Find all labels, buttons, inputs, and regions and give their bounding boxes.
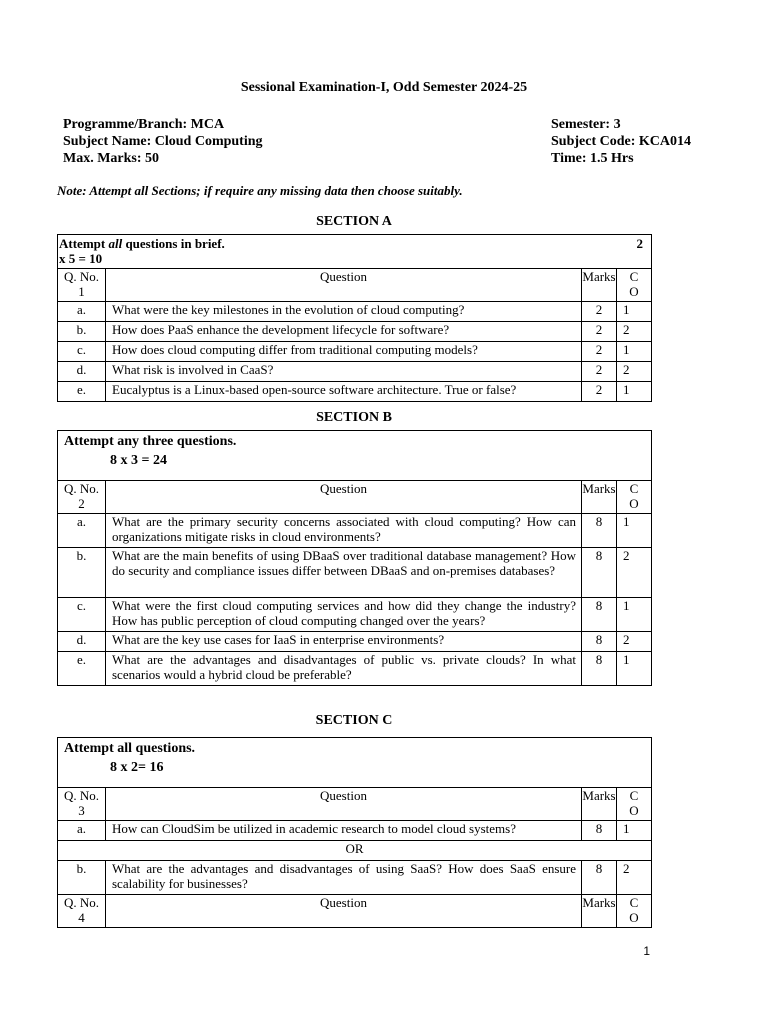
page-number: 1 (643, 944, 650, 958)
marks-header: Marks (582, 788, 617, 821)
co-cell: 1 (617, 302, 652, 322)
co-cell: 1 (617, 598, 652, 632)
qno-header: Q. No. 2 (58, 481, 106, 514)
co-header: C O (617, 481, 652, 514)
question-text: How can CloudSim be utilized in academic research to model cloud systems? (106, 821, 582, 841)
question-text: What are the primary security concerns associated with cloud computing? How can organizations mitigate risks in cloud environments? (106, 514, 582, 548)
question-header: Question (106, 481, 582, 514)
header-right (551, 116, 691, 167)
section-a-instruction-row (58, 235, 652, 269)
section-a-table (57, 234, 652, 402)
row-id: a. (58, 514, 106, 548)
row-id: e. (58, 652, 106, 686)
semester: Semester: 3 (551, 117, 621, 132)
question-text: What are the main benefits of using DBaaS over traditional database management? How do security and compliance issues differ between DBaaS and on-premises databases? (106, 548, 582, 598)
table-row (58, 652, 652, 686)
question-text: What risk is involved in CaaS? (106, 362, 582, 382)
marks-header: Marks (582, 895, 617, 928)
question-header: Question (106, 269, 582, 302)
question-text: Eucalyptus is a Linux-based open-source software architecture. True or false? (106, 382, 582, 402)
marks-cell: 8 (582, 514, 617, 548)
subject-name: Subject Name: Cloud Computing (63, 134, 263, 149)
question-text: What are the advantages and disadvantages of using SaaS? How does SaaS ensure scalability for businesses? (106, 861, 582, 895)
question-text: How does cloud computing differ from traditional computing models? (106, 342, 582, 362)
marks-cell: 8 (582, 652, 617, 686)
co-cell: 1 (617, 652, 652, 686)
co-header: C O (617, 269, 652, 302)
question-header: Question (106, 895, 582, 928)
table-row (58, 362, 652, 382)
table-row (58, 548, 652, 598)
row-id: d. (58, 632, 106, 652)
question-text: What were the key milestones in the evolution of cloud computing? (106, 302, 582, 322)
marks-cell: 2 (582, 302, 617, 322)
or-row (58, 841, 652, 861)
question-header: Question (106, 788, 582, 821)
section-c-instruction: Attempt all questions. 8 x 2= 16 (58, 738, 652, 788)
marks-cell: 8 (582, 598, 617, 632)
question-text: What are the advantages and disadvantages of public vs. private clouds? In what scenarios would a hybrid cloud be preferable? (106, 652, 582, 686)
section-c-instruction-row (58, 738, 652, 788)
or-label: OR (58, 841, 652, 861)
co-header: C O (617, 788, 652, 821)
section-a-marks-total: x 5 = 10 (59, 251, 103, 266)
section-b-title: SECTION B (316, 410, 392, 425)
table-row (58, 342, 652, 362)
subject-code: Subject Code: KCA014 (551, 134, 691, 149)
marks-cell: 2 (582, 362, 617, 382)
co-cell: 2 (617, 362, 652, 382)
row-id: e. (58, 382, 106, 402)
programme-branch: Programme/Branch: MCA (63, 117, 225, 132)
question-text: What are the key use cases for IaaS in enterprise environments? (106, 632, 582, 652)
qno-header: Q. No. 3 (58, 788, 106, 821)
row-id: a. (58, 821, 106, 841)
co-cell: 1 (617, 821, 652, 841)
table-row (58, 382, 652, 402)
row-id: c. (58, 598, 106, 632)
section-a-instruction-emphasis: all (108, 236, 123, 251)
question-text: How does PaaS enhance the development lifecycle for software? (106, 322, 582, 342)
table-row (58, 302, 652, 322)
table-row (58, 322, 652, 342)
section-c-header-row (58, 788, 652, 821)
co-cell: 2 (617, 861, 652, 895)
section-b-header-row (58, 481, 652, 514)
question-text: What were the first cloud computing services and how did they change the industry? How has public perception of cloud computing changed over the years? (106, 598, 582, 632)
section-a-marks-factor: 2 (636, 236, 643, 251)
section-c-marks-total: 8 x 2= 16 (110, 760, 164, 775)
section-c-title: SECTION C (315, 713, 393, 728)
section-a-header-row (58, 269, 652, 302)
table-row (58, 514, 652, 548)
table-row (58, 821, 652, 841)
row-id: b. (58, 322, 106, 342)
exam-title: Sessional Examination-I, Odd Semester 2024-25 (240, 80, 528, 95)
marks-header: Marks (582, 481, 617, 514)
co-header: C O (617, 895, 652, 928)
row-id: d. (58, 362, 106, 382)
max-marks: Max. Marks: 50 (63, 151, 160, 166)
marks-cell: 8 (582, 861, 617, 895)
row-id: a. (58, 302, 106, 322)
header-left (63, 116, 263, 167)
section-b-instruction: Attempt any three questions. 8 x 3 = 24 (58, 431, 652, 481)
section-c-header-row-q4 (58, 895, 652, 928)
co-cell: 1 (617, 382, 652, 402)
marks-header: Marks (582, 269, 617, 302)
time: Time: 1.5 Hrs (551, 151, 634, 166)
table-row (58, 861, 652, 895)
marks-cell: 8 (582, 548, 617, 598)
marks-cell: 8 (582, 821, 617, 841)
co-cell: 2 (617, 632, 652, 652)
section-b-table (57, 430, 652, 686)
row-id: c. (58, 342, 106, 362)
section-a-instruction: Attempt all questions in brief. 2 x 5 = 10 (58, 235, 652, 269)
marks-cell: 8 (582, 632, 617, 652)
co-cell: 2 (617, 322, 652, 342)
co-cell: 2 (617, 548, 652, 598)
section-c-table (57, 737, 652, 928)
exam-note: Note: Attempt all Sections; if require any missing data then choose suitably. (57, 183, 463, 198)
section-b-marks-total: 8 x 3 = 24 (110, 453, 167, 468)
qno-header: Q. No. 4 (58, 895, 106, 928)
co-cell: 1 (617, 342, 652, 362)
marks-cell: 2 (582, 342, 617, 362)
co-cell: 1 (617, 514, 652, 548)
qno-header: Q. No. 1 (58, 269, 106, 302)
row-id: b. (58, 548, 106, 598)
marks-cell: 2 (582, 322, 617, 342)
table-row (58, 598, 652, 632)
table-row (58, 632, 652, 652)
marks-cell: 2 (582, 382, 617, 402)
row-id: b. (58, 861, 106, 895)
section-a-title: SECTION A (316, 214, 392, 229)
section-b-instruction-row (58, 431, 652, 481)
